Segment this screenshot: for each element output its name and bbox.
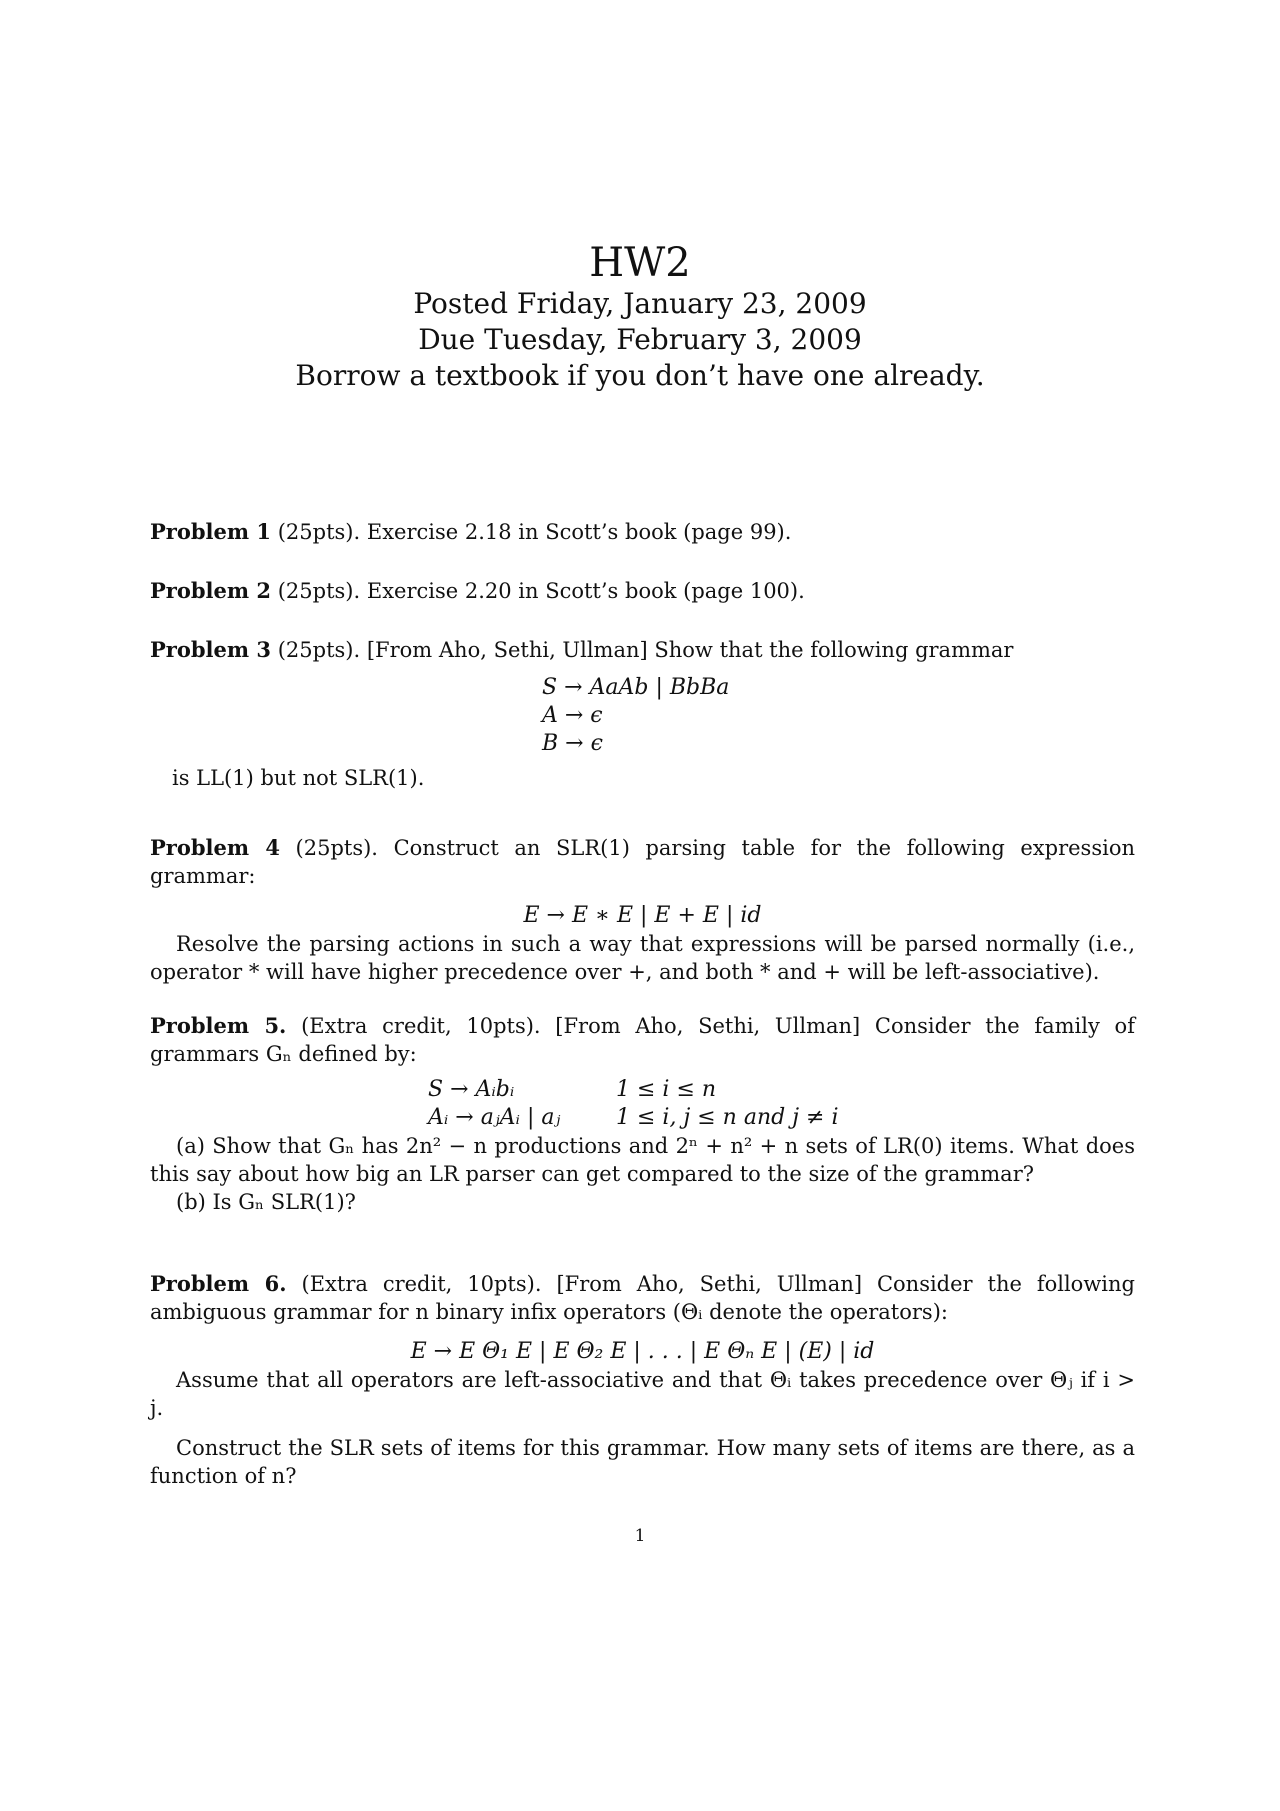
textbook-note: Borrow a textbook if you don’t have one already.: [295, 359, 985, 392]
grammar-rule: S → AaAb | BbBa: [542, 675, 730, 700]
title-block: [0, 240, 1280, 394]
problem-assumption: Assume that all operators are left-associative and that Θᵢ takes precedence over Θⱼ if i > j.: [150, 1368, 1135, 1420]
problem-label: Problem 2: [150, 578, 272, 603]
grammar-rule: S → Aᵢbᵢ: [428, 1077, 515, 1102]
problem-text: [From Aho, Sethi, Ullman] Show that the following grammar: [366, 638, 1014, 662]
problem-points: (25pts).: [277, 579, 361, 603]
problem-label: Problem 5.: [150, 1013, 287, 1038]
formula: E → E ∗ E | E + E | id: [523, 903, 762, 928]
problem-points: (Extra credit, 10pts).: [301, 1014, 541, 1038]
page-title: HW2: [589, 240, 691, 286]
problem-text: Construct an SLR(1) parsing table for the following expression grammar:: [150, 836, 1135, 888]
problem-label: Problem 3: [150, 637, 272, 662]
problem-points: (Extra credit, 10pts).: [301, 1272, 542, 1296]
problem-text: [From Aho, Sethi, Ullman] Consider the family of grammars Gₙ defined by:: [150, 1014, 1135, 1066]
problem-text: [From Aho, Sethi, Ullman] Consider the following ambiguous grammar for n binary infix operators (Θᵢ denote the operators):: [150, 1272, 1135, 1324]
problem-2: [150, 577, 1135, 605]
grammar-rule: B → ϵ: [542, 731, 603, 756]
problem-label: Problem 1: [150, 519, 272, 544]
due-date: Due Tuesday, February 3, 2009: [418, 323, 862, 356]
grammar-condition: 1 ≤ i ≤ n: [616, 1077, 717, 1102]
problem-1: [150, 518, 1135, 546]
problem-label: Problem 4: [150, 835, 280, 860]
grammar-rule: Aᵢ → aⱼAᵢ | aⱼ: [428, 1105, 561, 1130]
problem-part-b: (b) Is Gₙ SLR(1)?: [176, 1190, 356, 1214]
problem-explanation: Resolve the parsing actions in such a way that expressions will be parsed normally (i.e., operator * will have higher precedence over +, and both * and + will be left-associative).: [150, 932, 1135, 984]
problem-3: [150, 636, 1135, 792]
posted-date: Posted Friday, January 23, 2009: [413, 287, 867, 320]
problem-points: (25pts).: [277, 638, 361, 662]
page-number: 1: [634, 1526, 646, 1546]
grammar-rule: A → ϵ: [542, 703, 603, 728]
problem-part-a: (a) Show that Gₙ has 2n² − n productions and 2ⁿ + n² + n sets of LR(0) items. What does this say about how big an LR parser can get compared to the size of the grammar?: [150, 1134, 1135, 1186]
problem-points: (25pts).: [277, 520, 361, 544]
problem-text: Exercise 2.18 in Scott’s book (page 99).: [366, 520, 792, 544]
grammar-block: [428, 1076, 1135, 1132]
problem-task: Construct the SLR sets of items for this grammar. How many sets of items are there, as a function of n?: [150, 1436, 1135, 1488]
problem-points: (25pts).: [295, 836, 378, 860]
grammar-block: [542, 674, 1135, 758]
problem-6: [150, 1270, 1135, 1490]
problem-5: [150, 1012, 1135, 1216]
problem-label: Problem 6.: [150, 1271, 287, 1296]
problem-conclusion: is LL(1) but not SLR(1).: [172, 766, 425, 790]
grammar-condition: 1 ≤ i, j ≤ n and j ≠ i: [616, 1105, 839, 1130]
problem-text: Exercise 2.20 in Scott’s book (page 100).: [366, 579, 805, 603]
problem-4: [150, 834, 1135, 986]
formula: E → E Θ₁ E | E Θ₂ E | . . . | E Θₙ E | (E) | id: [410, 1339, 875, 1364]
